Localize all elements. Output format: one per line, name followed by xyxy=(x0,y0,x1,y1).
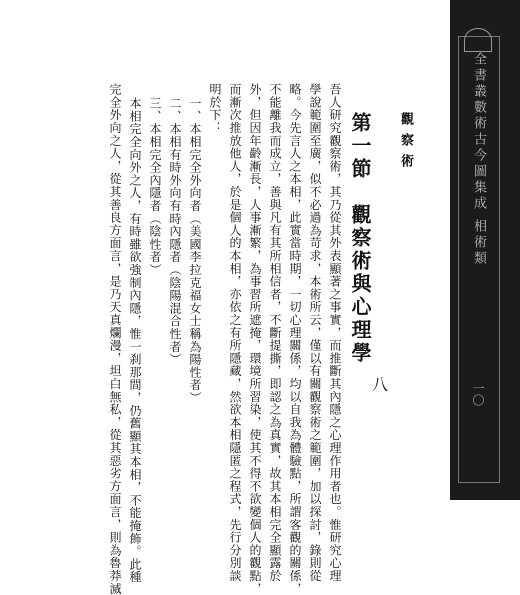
book-spine xyxy=(450,0,520,500)
list-item: 二、本相有時外向有時內隱者（陰陽混合性者） xyxy=(168,97,182,366)
text-column: 而漸次推放他人，於是個人的本相，亦依之有所隱藏，然欲本相隱匿之程式，先行分別談 xyxy=(228,83,242,583)
text-column: 不能離我而成立，善與凡有其所相信者，不斷提撕，即認之為真實，故其本相完全顯露於 xyxy=(268,83,282,583)
text-column: 完全外向之人，從其善良方面言，是乃天真爛漫，坦白無私，從其惡劣方面言，則為魯莽滅 xyxy=(108,83,122,595)
text-column: 略。今先言人之本相，此實當時期，一切心理關係，均以自我為體驗點，所謂客觀的關係， xyxy=(288,83,302,595)
text-column: 學說範圍至廣，似不必過為苛求，本術所云，僅以有關觀察術之範圍，加以探討，錄則從 xyxy=(308,83,322,583)
text-column: 本相完全向外之人，有時雖欲強制內隱，惟一刹那間，仍舊顯其本相，不能掩飾。此種 xyxy=(128,97,142,584)
spine-ornament-top xyxy=(464,28,492,52)
section-title: 第一節 觀察術與心理學 xyxy=(348,112,372,365)
list-item: 一、本相完全外向者（美國李拉克福女士稱為陽性者） xyxy=(188,97,202,405)
spine-title: 全書叢數術古今圖集成 相術類 xyxy=(471,52,486,268)
text-column: 外，但因年齡漸長，人事漸繁，為事習所遮掩，環境所習染，使其不得不欲變個人的觀點， xyxy=(248,83,262,595)
page-number: 八 xyxy=(372,375,389,394)
list-item: 三、本相完全內隱者（陰性者） xyxy=(148,97,162,277)
spine-page-number: 一〇 xyxy=(471,382,485,406)
text-column: 吾人研究觀察術，其乃從其外表顯著之事實，而推斷其內隱之心理作用者也。惟研究心理 xyxy=(328,83,342,583)
running-header: 觀察術 xyxy=(398,112,413,175)
text-column: 明於下： xyxy=(208,83,222,135)
